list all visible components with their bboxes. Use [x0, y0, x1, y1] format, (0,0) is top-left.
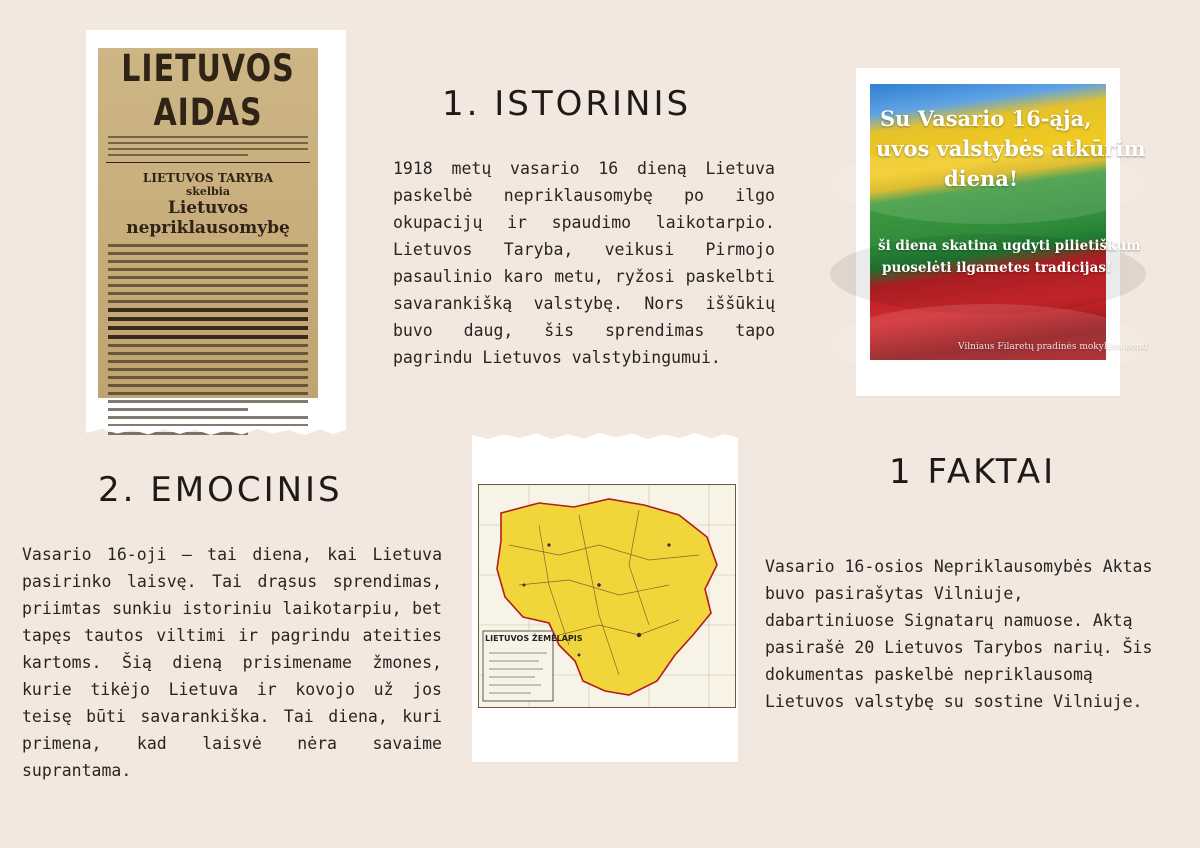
newspaper-body-lines	[108, 244, 308, 435]
newspaper-header-lines	[108, 136, 308, 156]
map-legend-title: LIETUVOS ŽEMĖLAPIS	[485, 634, 583, 643]
faktai-heading: 1 FAKTAI	[889, 452, 1057, 492]
flag-photo-frame	[856, 68, 1148, 396]
flag-credit: Vilniaus Filaretų pradinės mokyklos bend	[958, 342, 1148, 352]
newspaper-image	[98, 48, 318, 398]
flag-greeting-line-2: uvos valstybės atkūrim	[876, 136, 1146, 161]
flag-greeting-line-1: Su Vasario 16-ąja,	[880, 106, 1092, 131]
emocinis-text: Vasario 16-oji – tai diena, kai Lietuva pasirinko laisvę. Tai drąsus sprendimas, priimtas sunkiu istoriniu laikotarpiu, bet tapęs tautos viltimi ir pagrindu ateities kartoms. Šią dieną prisimename žmones, kurie tikėjo Lietuva ir kovojo už jos teisę būti savarankiška. Tai diena, kuri primena, kad laisvė nėra savaime suprantama.	[22, 545, 442, 780]
newspaper-photo-frame	[86, 30, 346, 428]
map-image	[478, 484, 736, 708]
flag-greeting-line-5: puoselėti ilgametes tradicijas!	[882, 260, 1112, 276]
istorinis-heading: 1. ISTORINIS	[442, 84, 692, 124]
newspaper-headline-1: LIETUVOS TARYBA	[142, 171, 274, 185]
newspaper-masthead: LIETUVOS AIDAS	[121, 47, 295, 135]
map-photo-frame	[472, 440, 738, 762]
emocinis-heading: 2. EMOCINIS	[98, 470, 343, 510]
istorinis-text: 1918 metų vasario 16 dieną Lietuva paskelbė nepriklausomybę po ilgo okupacijų ir spaudimo laikotarpio. Lietuvos Taryba, veikusi Pirmojo pasaulinio karo metu, ryžosi paskelbti savarankišką valstybę. Nors iššūkių buvo daug, šis sprendimas tapo pagrindu Lietuvos valstybingumui.	[393, 159, 775, 367]
flag-greeting-line-3: diena!	[944, 166, 1019, 191]
newspaper-headline-2: skelbia	[186, 185, 230, 198]
flag-greeting-line-4: ši diena skatina ugdyti pilietiškum	[878, 238, 1141, 254]
faktai-text: Vasario 16-osios Nepriklausomybės Aktas buvo pasirašytas Vilniuje, dabartiniuose Signatarų namuose. Aktą pasirašė 20 Lietuvos Tarybos narių. Šis dokumentas paskelbė nepriklausomą Lietuvos valstybę su sostine Vilniuje.	[765, 557, 1153, 711]
flag-image	[870, 84, 1148, 360]
newspaper-headline-3: Lietuvos nepriklausomybę	[126, 198, 290, 238]
